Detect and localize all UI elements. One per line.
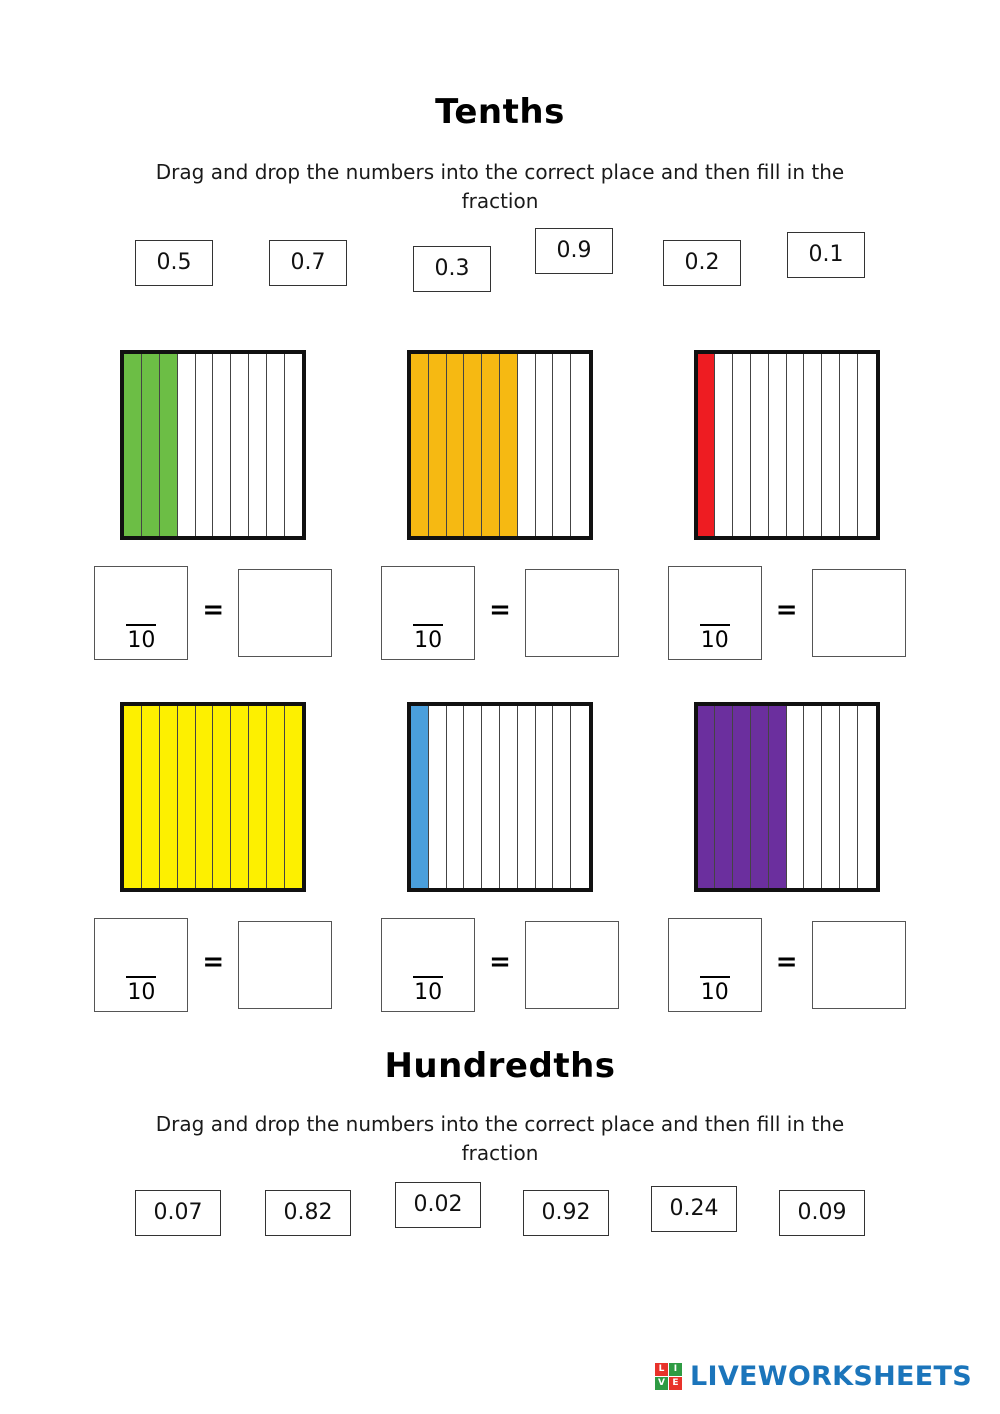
liveworksheets-brand-text: LIVEWORKSHEETS [689, 1361, 972, 1392]
bar-cell [124, 354, 142, 536]
bar-cell [464, 354, 482, 536]
bar-cell [500, 354, 518, 536]
bar-cell [178, 706, 196, 888]
tenths-answer-row-5 [357, 918, 644, 1012]
hundredths-chip-row [90, 1190, 910, 1236]
bar-cell [429, 706, 447, 888]
tenths-item-4 [70, 702, 357, 1012]
tenths-denominator-6 [669, 976, 761, 1005]
bar-cell [411, 354, 429, 536]
bar-cell [196, 354, 214, 536]
tenths-denominator-value-4: 10 [126, 976, 156, 1005]
tenths-denominator-2 [382, 624, 474, 653]
tenths-denominator-value-3: 10 [700, 624, 730, 653]
tenths-denominator-1 [95, 624, 187, 653]
tenths-dropzone-5[interactable] [525, 921, 619, 1009]
bar-cell [715, 706, 733, 888]
tenths-bar-2 [407, 350, 593, 540]
bar-cell [213, 354, 231, 536]
bar-cell [804, 354, 822, 536]
bar-cell [787, 706, 805, 888]
tenths-answer-row-4 [70, 918, 357, 1012]
tenths-instructions: Drag and drop the numbers into the correct place and then fill in the fraction [155, 160, 845, 213]
bar-cell [769, 706, 787, 888]
tenths-items-grid [70, 350, 930, 1012]
tenths-chip-5[interactable]: 0.1 [787, 232, 865, 278]
hundredths-chip-4[interactable]: 0.24 [651, 1186, 737, 1232]
tenths-item-2 [357, 350, 644, 660]
bar-cell [733, 706, 751, 888]
bar-cell [285, 354, 303, 536]
bar-cell [160, 354, 178, 536]
bar-cell [858, 706, 876, 888]
bar-cell [822, 354, 840, 536]
hundredths-instructions: Drag and drop the numbers into the correct place and then fill in the fraction [155, 1112, 845, 1165]
bar-cell [787, 354, 805, 536]
tenths-bar-1 [120, 350, 306, 540]
tenths-equals-5: = [489, 947, 511, 977]
tenths-denominator-value-1: 10 [126, 624, 156, 653]
bar-cell [464, 706, 482, 888]
tenths-dropzone-1[interactable] [238, 569, 332, 657]
bar-cell [536, 354, 554, 536]
hundredths-chip-1[interactable]: 0.82 [265, 1190, 351, 1236]
tenths-item-6 [643, 702, 930, 1012]
bar-cell [698, 706, 716, 888]
bar-cell [536, 706, 554, 888]
bar-cell [769, 354, 787, 536]
bar-cell [285, 706, 303, 888]
tenths-answer-row-3 [643, 566, 930, 660]
bar-cell [518, 706, 536, 888]
bar-cell [249, 706, 267, 888]
tenths-chip-4[interactable]: 0.2 [663, 240, 741, 286]
tenths-answer-row-2 [357, 566, 644, 660]
tenths-equals-6: = [775, 947, 798, 977]
bar-cell [518, 354, 536, 536]
tenths-numerator-input-4[interactable] [94, 918, 188, 1012]
bar-cell [267, 706, 285, 888]
tenths-item-1 [70, 350, 357, 660]
tenths-numerator-input-5[interactable] [381, 918, 475, 1012]
lw-letter-l: L [655, 1363, 668, 1376]
tenths-chip-2[interactable]: 0.3 [413, 246, 491, 292]
bar-cell [840, 354, 858, 536]
bar-cell [571, 354, 589, 536]
bar-cell [500, 706, 518, 888]
bar-cell [698, 354, 716, 536]
tenths-bar-4 [120, 702, 306, 892]
hundredths-chip-3[interactable]: 0.92 [523, 1190, 609, 1236]
tenths-dropzone-6[interactable] [812, 921, 906, 1009]
bar-cell [482, 706, 500, 888]
bar-cell [213, 706, 231, 888]
tenths-denominator-4 [95, 976, 187, 1005]
hundredths-section [0, 1046, 1000, 1236]
bar-cell [429, 354, 447, 536]
tenths-numerator-input-6[interactable] [668, 918, 762, 1012]
bar-cell [482, 354, 500, 536]
tenths-denominator-value-2: 10 [413, 624, 443, 653]
tenths-bar-6 [694, 702, 880, 892]
tenths-chip-0[interactable]: 0.5 [135, 240, 213, 286]
bar-cell [231, 706, 249, 888]
tenths-title: Tenths [435, 92, 565, 132]
bar-cell [196, 706, 214, 888]
bar-cell [553, 706, 571, 888]
bar-cell [411, 706, 429, 888]
bar-cell [804, 706, 822, 888]
tenths-answer-row-1 [70, 566, 357, 660]
bar-cell [447, 706, 465, 888]
hundredths-title: Hundredths [384, 1046, 616, 1086]
bar-cell [142, 354, 160, 536]
tenths-dropzone-3[interactable] [812, 569, 906, 657]
tenths-equals-2: = [489, 595, 511, 625]
tenths-item-5 [357, 702, 644, 1012]
tenths-equals-1: = [202, 595, 225, 625]
tenths-numerator-input-2[interactable] [381, 566, 475, 660]
tenths-bar-5 [407, 702, 593, 892]
tenths-numerator-input-1[interactable] [94, 566, 188, 660]
bar-cell [715, 354, 733, 536]
bar-cell [822, 706, 840, 888]
tenths-item-3 [643, 350, 930, 660]
lw-letter-v: V [655, 1377, 668, 1390]
hundredths-chip-2[interactable]: 0.02 [395, 1182, 481, 1228]
lw-letter-e: E [669, 1377, 682, 1390]
tenths-chip-3[interactable]: 0.9 [535, 228, 613, 274]
tenths-chip-row [90, 240, 910, 292]
tenths-denominator-value-6: 10 [700, 976, 730, 1005]
liveworksheets-mark-icon [655, 1363, 682, 1390]
bar-cell [751, 354, 769, 536]
hundredths-chip-0[interactable]: 0.07 [135, 1190, 221, 1236]
tenths-bar-3 [694, 350, 880, 540]
bar-cell [249, 354, 267, 536]
bar-cell [447, 354, 465, 536]
tenths-equals-4: = [202, 947, 225, 977]
lw-letter-i: I [669, 1363, 682, 1376]
tenths-denominator-5 [382, 976, 474, 1005]
bar-cell [267, 354, 285, 536]
bar-cell [142, 706, 160, 888]
bar-cell [178, 354, 196, 536]
tenths-dropzone-4[interactable] [238, 921, 332, 1009]
liveworksheets-logo [655, 1361, 972, 1392]
tenths-equals-3: = [775, 595, 798, 625]
tenths-chip-1[interactable]: 0.7 [269, 240, 347, 286]
bar-cell [231, 354, 249, 536]
bar-cell [858, 354, 876, 536]
tenths-denominator-3 [669, 624, 761, 653]
bar-cell [571, 706, 589, 888]
bar-cell [840, 706, 858, 888]
hundredths-chip-5[interactable]: 0.09 [779, 1190, 865, 1236]
bar-cell [124, 706, 142, 888]
tenths-denominator-value-5: 10 [413, 976, 443, 1005]
bar-cell [160, 706, 178, 888]
tenths-answer-row-6 [643, 918, 930, 1012]
bar-cell [733, 354, 751, 536]
bar-cell [553, 354, 571, 536]
tenths-numerator-input-3[interactable] [668, 566, 762, 660]
tenths-section [0, 92, 1000, 1012]
tenths-dropzone-2[interactable] [525, 569, 619, 657]
bar-cell [751, 706, 769, 888]
